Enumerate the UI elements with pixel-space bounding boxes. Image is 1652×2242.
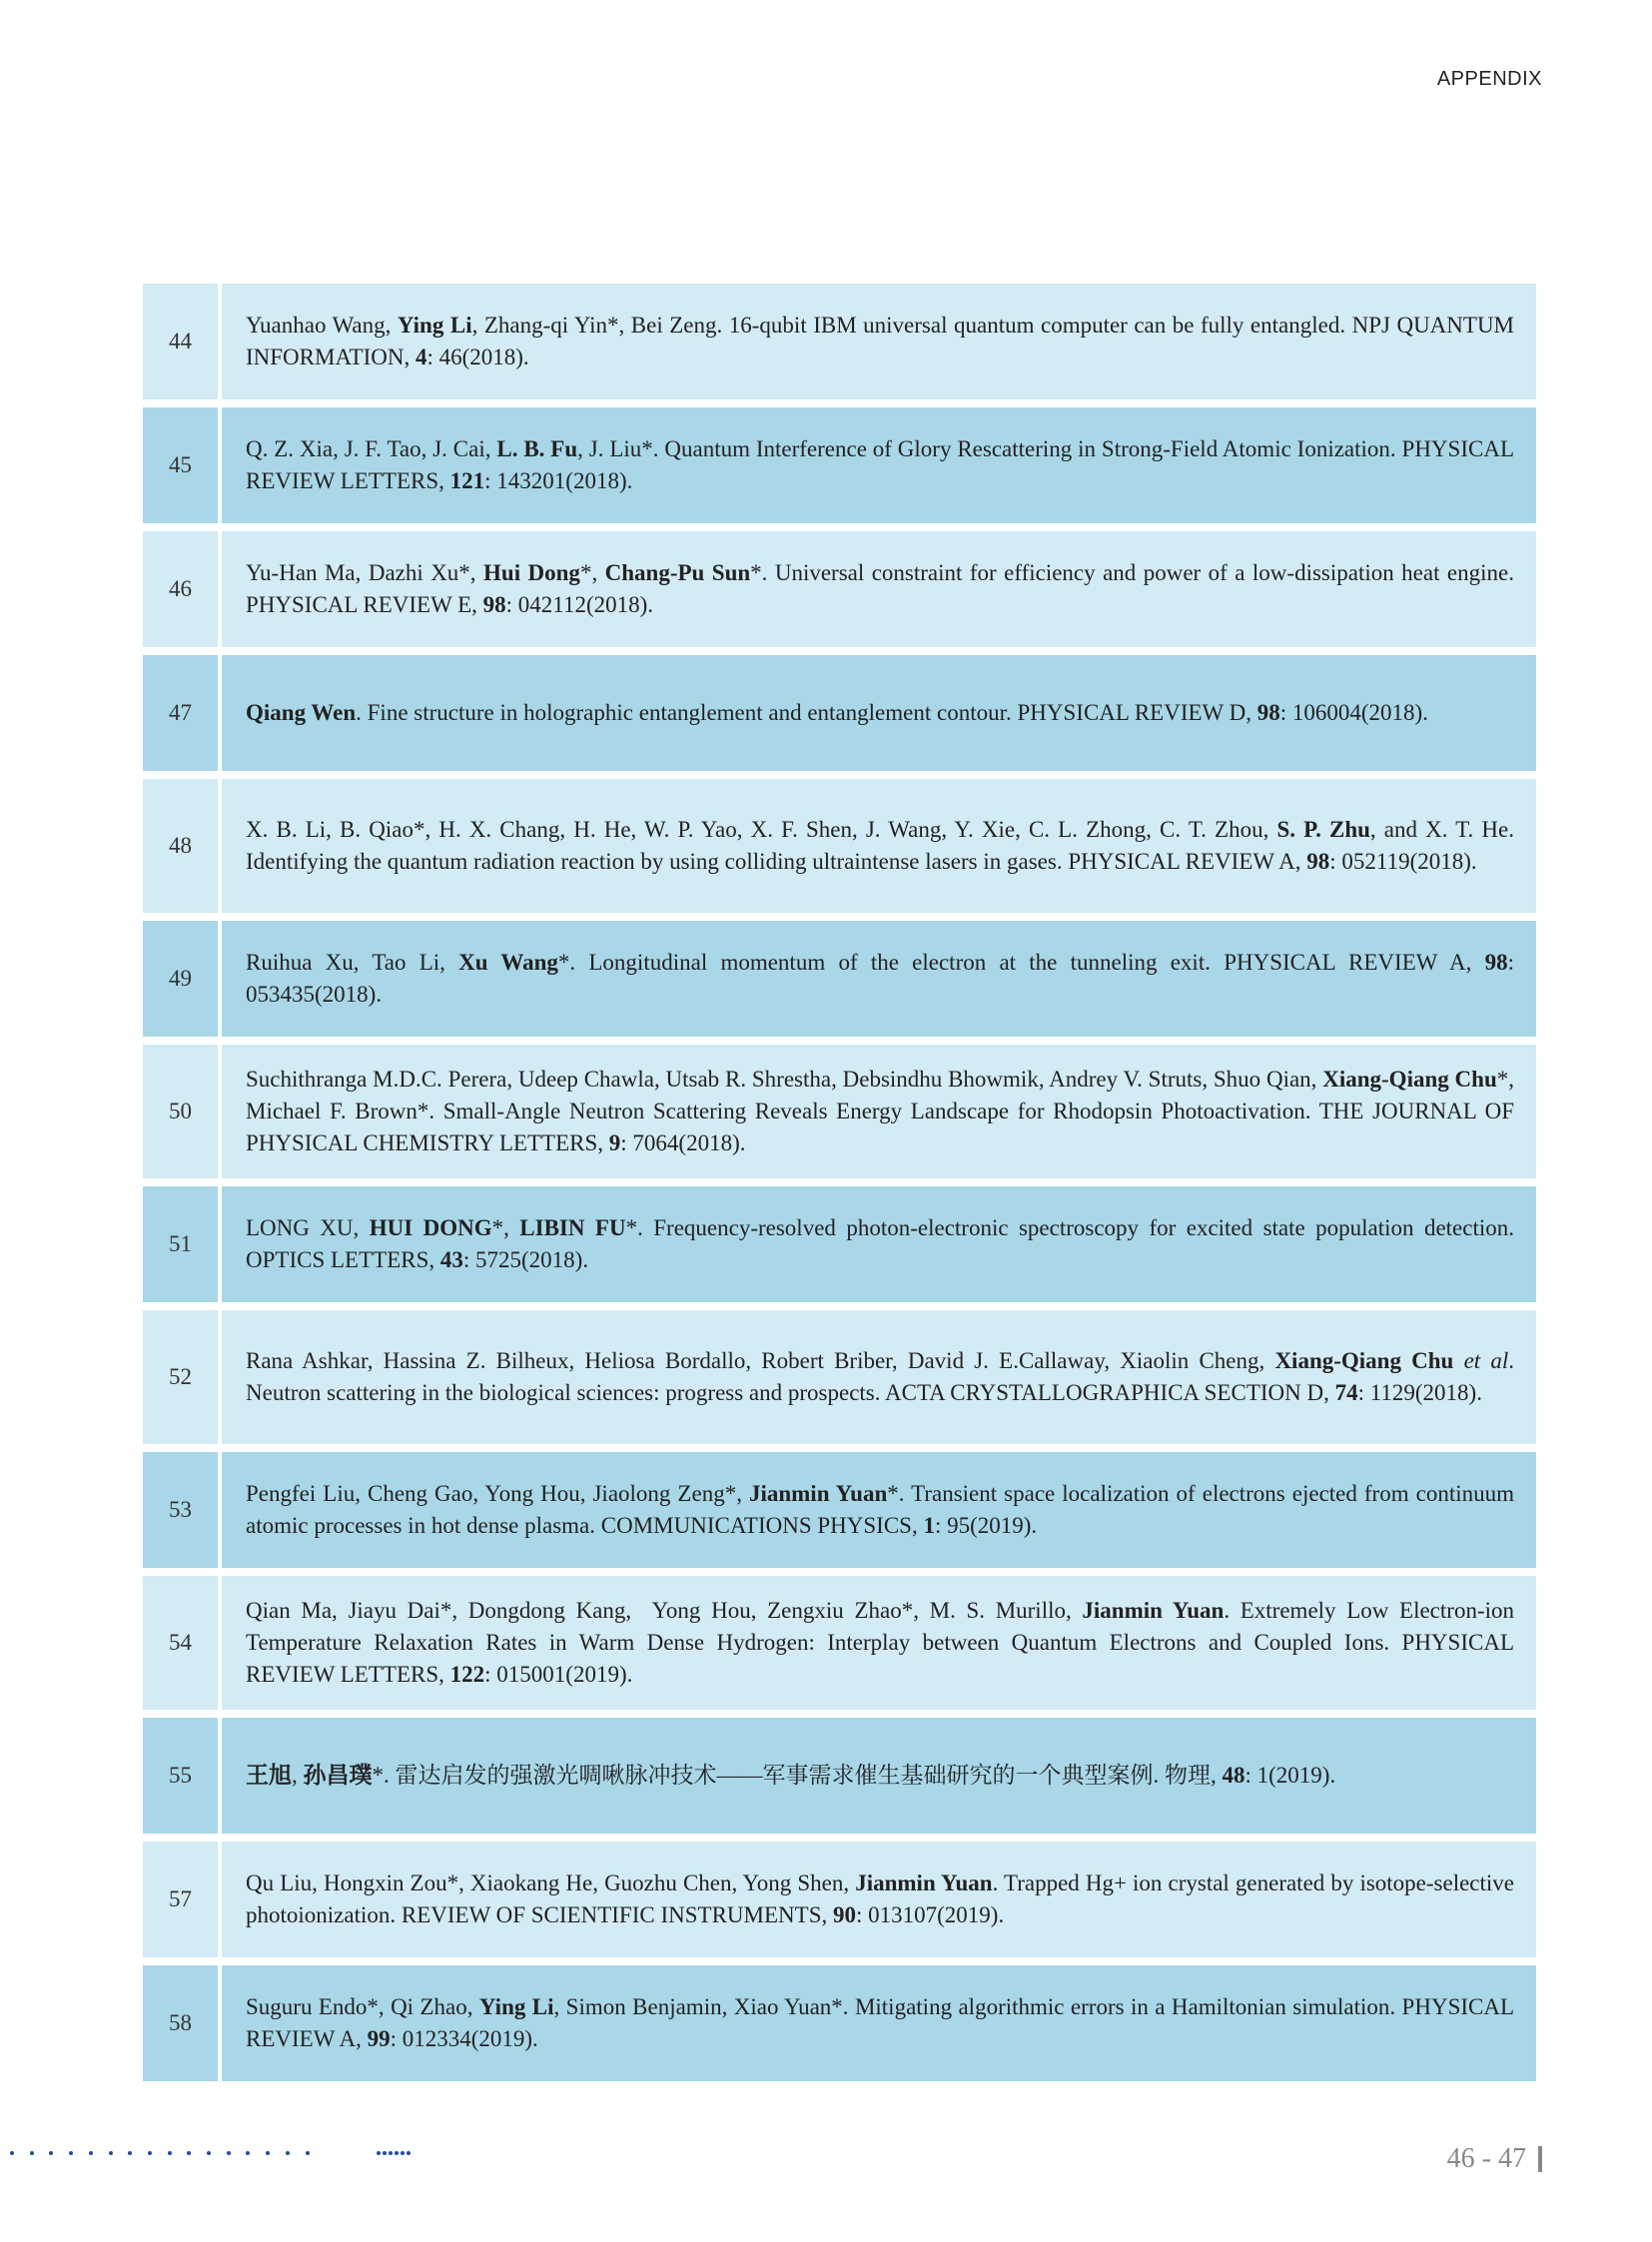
publication-row [143,531,1536,647]
citation-text: Yuanhao Wang, Ying Li, Zhang-qi Yin*, Bei Zeng. 16-qubit IBM universal quantum computer can be fully entangled. NPJ QUANTUM INFORMATION, 4: 46(2018). [246,313,1515,370]
publication-row [143,1310,1536,1444]
publication-row [143,1186,1536,1302]
publication-number: 49 [143,921,218,1037]
footer-dot [407,2151,411,2155]
footer-dot [128,2151,132,2155]
publication-citation [222,779,1536,913]
footer-dot [49,2151,53,2155]
publication-citation [222,655,1536,771]
citation-text: Ruihua Xu, Tao Li, Xu Wang*. Longitudinal momentum of the electron at the tunneling exit. PHYSICAL REVIEW A, 98: 053435(2018). [246,950,1514,1007]
publication-row [143,1965,1536,2081]
publication-citation [222,1842,1536,1957]
footer-dot [286,2151,290,2155]
citation-text: Qian Ma, Jiayu Dai*, Dongdong Kang, Yong Hou, Zengxiu Zhao*, M. S. Murillo, Jianmin Yuan. Extremely Low Electron-ion Temperature Relaxation Rates in Warm Dense Hydrogen: Interplay between Quantum Electrons and Coupled Ions. PHYSICAL REVIEW LETTERS, 122: 015001(2019). [246,1598,1514,1687]
footer-dot [227,2151,231,2155]
publication-row [143,284,1536,399]
publication-row [143,1718,1536,1834]
publication-number: 57 [143,1842,218,1957]
footer-dot [187,2151,191,2155]
footer-dot [69,2151,73,2155]
citation-text: Suchithranga M.D.C. Perera, Udeep Chawla, Utsab R. Shrestha, Debsindhu Bhowmik, Andrey V. Struts, Shuo Qian, Xiang-Qiang Chu*, Michael F. Brown*. Small-Angle Neutron Scattering Reveals Energy Landscape for Rhodopsin Photoactivation. THE JOURNAL OF PHYSICAL CHEMISTRY LETTERS, 9: 7064(2018). [246,1067,1514,1155]
publication-list [143,284,1536,2089]
footer-dot [109,2151,113,2155]
footer-dot [377,2151,381,2155]
publication-number: 44 [143,284,218,399]
footer-dot [207,2151,211,2155]
citation-text: Qu Liu, Hongxin Zou*, Xiaokang He, Guozhu Chen, Yong Shen, Jianmin Yuan. Trapped Hg+ ion crystal generated by isotope-selective photoionization. REVIEW OF SCIENTIFIC INSTRUMENTS, 90: 013107(2019). [246,1870,1514,1927]
publication-citation [222,1452,1536,1568]
footer-dot [89,2151,93,2155]
publication-number: 52 [143,1310,218,1444]
publication-citation [222,1965,1536,2081]
publication-number: 47 [143,655,218,771]
footer-dot [266,2151,270,2155]
publication-number: 50 [143,1045,218,1178]
citation-text: Q. Z. Xia, J. F. Tao, J. Cai, L. B. Fu, J. Liu*. Quantum Interference of Glory Rescattering in Strong-Field Atomic Ionization. PHYSICAL REVIEW LETTERS, 121: 143201(2018). [246,436,1514,493]
publication-row [143,407,1536,523]
footer-dot [168,2151,172,2155]
publication-number: 45 [143,407,218,523]
footer-dot [395,2151,399,2155]
page-number-divider [1538,2146,1542,2172]
publication-citation [222,407,1536,523]
publication-row [143,779,1536,913]
citation-text: LONG XU, HUI DONG*, LIBIN FU*. Frequency-resolved photon-electronic spectroscopy for excited state population detection. OPTICS LETTERS, 43: 5725(2018). [246,1215,1514,1272]
citation-text: Rana Ashkar, Hassina Z. Bilheux, Heliosa Bordallo, Robert Briber, David J. E.Callaway, Xiaolin Cheng, Xiang-Qiang Chu et al. Neutron scattering in the biological sciences: progress and prospects. ACTA CRYSTALLOGRAPHICA SECTION D, 74: 1129(2018). [246,1348,1514,1405]
citation-text: Pengfei Liu, Cheng Gao, Yong Hou, Jiaolong Zeng*, Jianmin Yuan*. Transient space localization of electrons ejected from continuum atomic processes in hot dense plasma. COMMUNICATIONS PHYSICS, 1: 95(2019). [246,1481,1515,1538]
page-number [1447,2143,1542,2175]
publication-row [143,1452,1536,1568]
citation-text: X. B. Li, B. Qiao*, H. X. Chang, H. He, W. P. Yao, X. F. Shen, J. Wang, Y. Xie, C. L. Zhong, C. T. Zhou, S. P. Zhu, and X. T. He. Identifying the quantum radiation reaction by using colliding ultraintense lasers in gases. PHYSICAL REVIEW A, 98: 052119(2018). [246,817,1514,874]
footer-dot [306,2151,310,2155]
citation-text: Qiang Wen. Fine structure in holographic entanglement and entanglement contour. PHYSICAL REVIEW D, 98: 106004(2018). [246,700,1428,725]
publication-number: 51 [143,1186,218,1302]
citation-text: Yu-Han Ma, Dazhi Xu*, Hui Dong*, Chang-Pu Sun*. Universal constraint for efficiency and power of a low-dissipation heat engine. PHYSICAL REVIEW E, 98: 042112(2018). [246,560,1514,617]
publication-number: 53 [143,1452,218,1568]
publication-citation [222,921,1536,1037]
publication-row [143,655,1536,771]
publication-row [143,1842,1536,1957]
publication-citation [222,284,1536,399]
publication-citation [222,1045,1536,1178]
publication-row [143,1576,1536,1710]
citation-text: 王旭, 孙昌璞*. 雷达启发的强激光啁啾脉冲技术——军事需求催生基础研究的一个典型案例. 物理, 48: 1(2019). [246,1763,1336,1788]
footer-dot [246,2151,250,2155]
footer-dot [401,2151,405,2155]
section-header: APPENDIX [1436,68,1542,90]
publication-number: 55 [143,1718,218,1834]
publication-citation [222,1186,1536,1302]
footer-dot [389,2151,393,2155]
publication-number: 48 [143,779,218,913]
publication-row [143,921,1536,1037]
publication-citation [222,1718,1536,1834]
publication-citation [222,1310,1536,1444]
footer-dot [10,2151,14,2155]
publication-number: 58 [143,1965,218,2081]
footer-dot [383,2151,387,2155]
footer-dot [148,2151,152,2155]
publication-number: 46 [143,531,218,647]
page-number-text: 46 - 47 [1446,2143,1526,2174]
publication-number: 54 [143,1576,218,1710]
publication-citation [222,531,1536,647]
citation-text: Suguru Endo*, Qi Zhao, Ying Li, Simon Benjamin, Xiao Yuan*. Mitigating algorithmic errors in a Hamiltonian simulation. PHYSICAL REVIEW A, 99: 012334(2019). [246,1994,1515,2051]
publication-row [143,1045,1536,1178]
footer-dot [30,2151,34,2155]
publication-citation [222,1576,1536,1710]
